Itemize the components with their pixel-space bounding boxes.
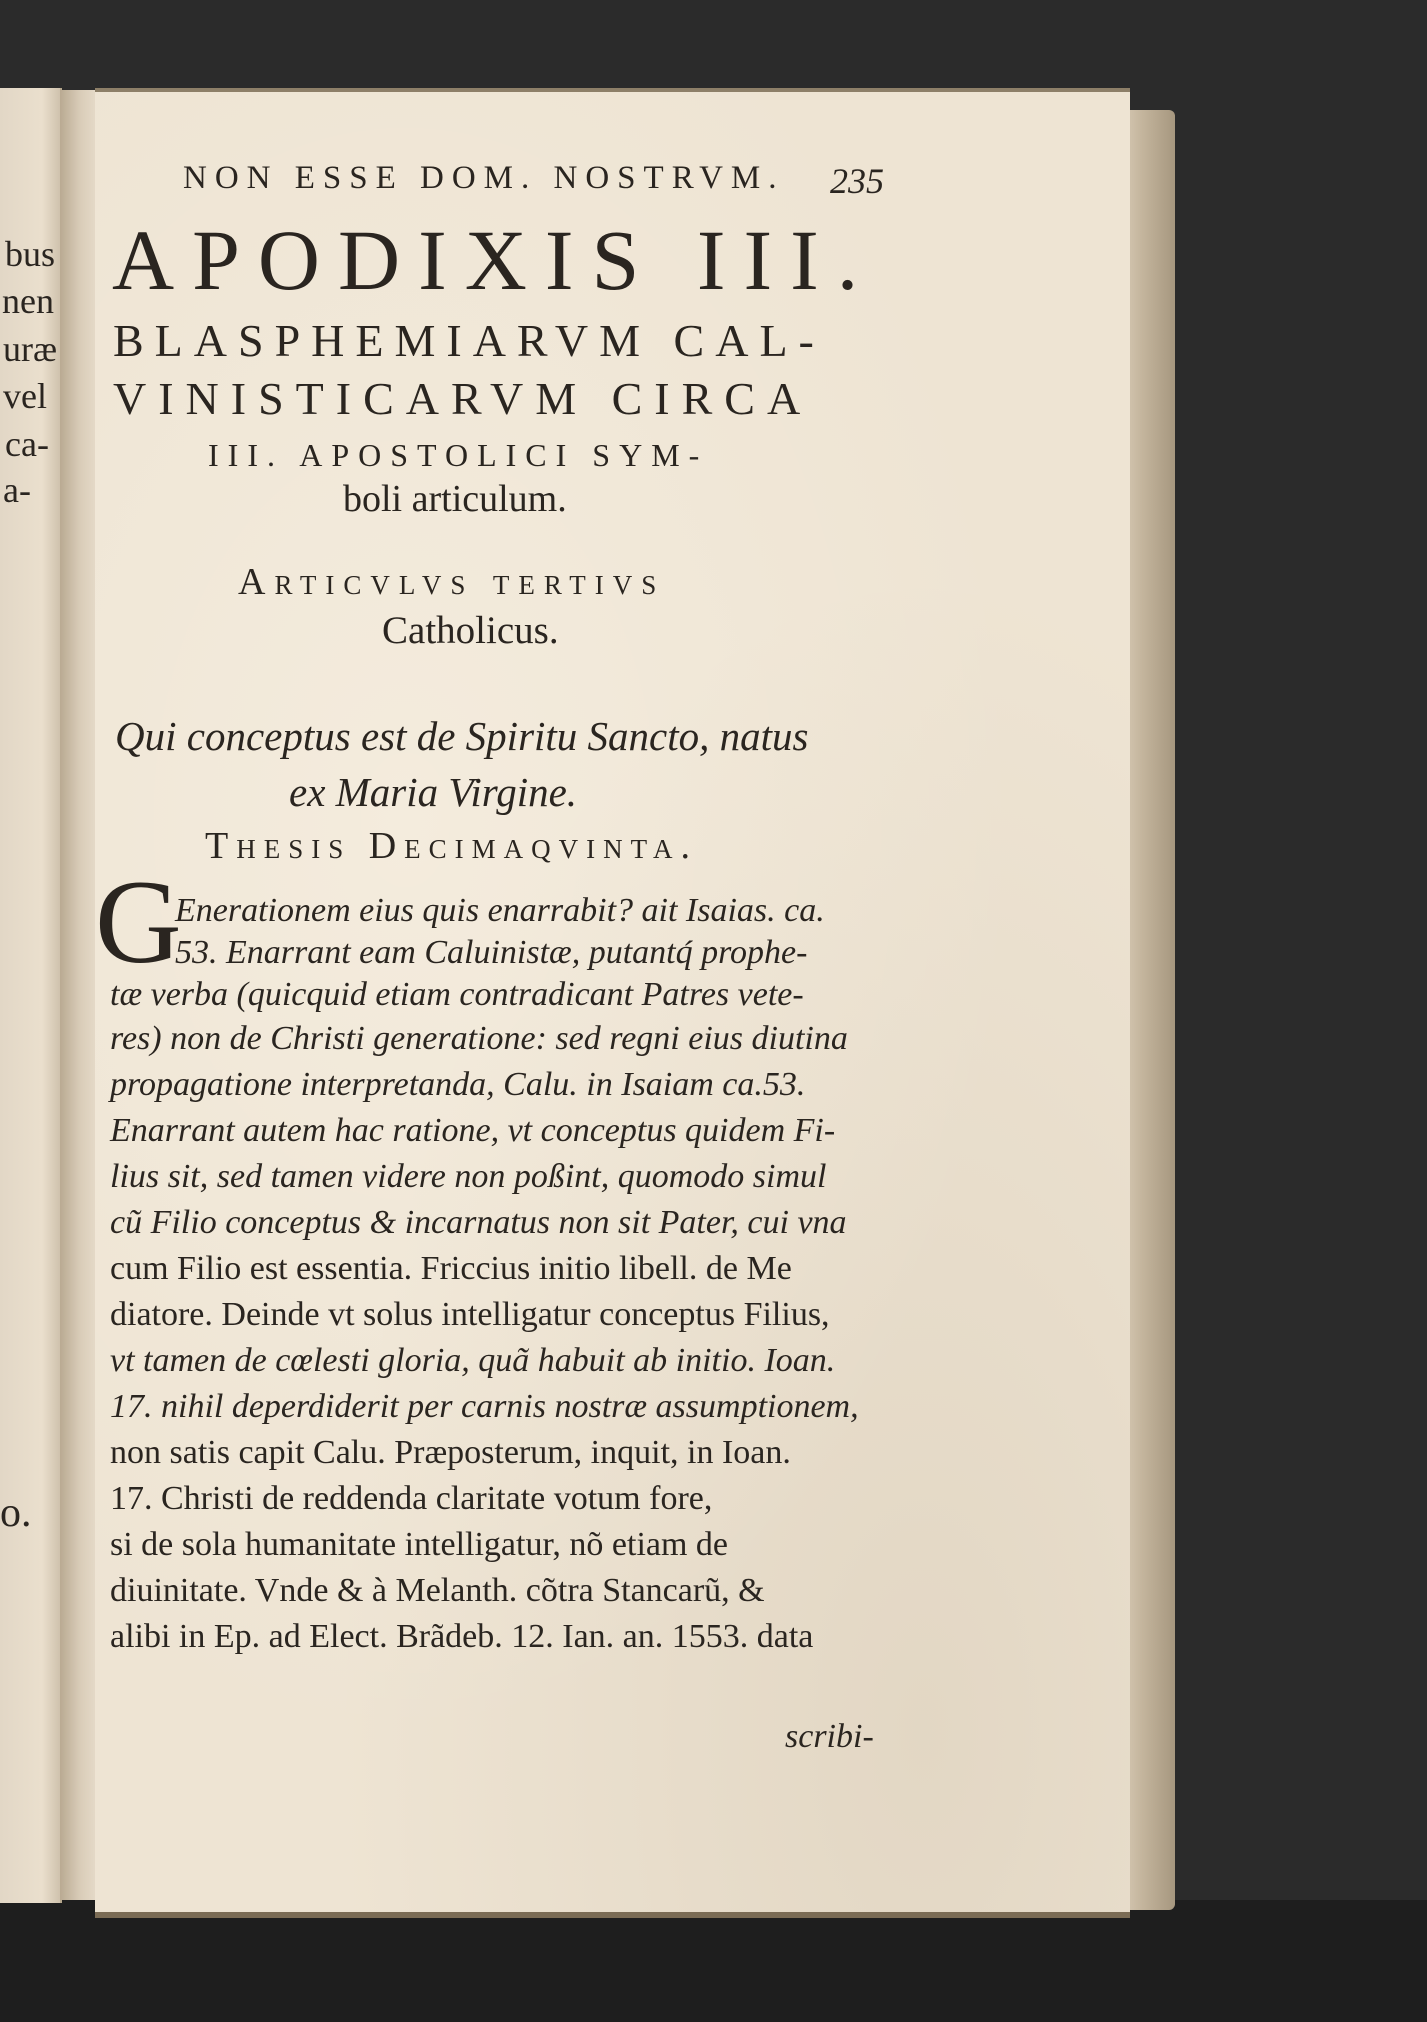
body-line: res) non de Christi generatione: sed regni eius diutina — [110, 1020, 848, 1057]
article-subheading: Catholicus. — [382, 609, 559, 652]
left-fragment: uræ — [3, 329, 57, 369]
creed-line: Qui conceptus est de Spiritu Sancto, natus — [115, 713, 809, 759]
thesis-heading: Thesis Decimaqvinta. — [205, 825, 698, 867]
page-number: 235 — [830, 161, 884, 201]
body-line: lius sit, sed tamen videre non poßint, quomodo simul — [110, 1158, 827, 1195]
body-line: 17. Christi de reddenda claritate votum fore, — [110, 1480, 713, 1517]
body-line: propagatione interpretanda, Calu. in Isaiam ca.53. — [110, 1066, 806, 1103]
running-head: NON ESSE DOM. NOSTRVM. — [183, 160, 785, 196]
left-fragment: bus — [5, 234, 56, 274]
subtitle-line: III. APOSTOLICI SYM- — [208, 437, 709, 473]
body-line: non satis capit Calu. Præposterum, inquit, in Ioan. — [110, 1434, 791, 1471]
body-line: Enarrant autem hac ratione, vt conceptus quidem Fi- — [110, 1112, 836, 1149]
body-line: si de sola humanitate intelligatur, nõ etiam de — [110, 1526, 729, 1563]
body-line: vt tamen de cœlesti gloria, quã habuit ab initio. Ioan. — [110, 1342, 836, 1379]
book-gutter — [60, 90, 100, 1900]
body-line: 53. Enarrant eam Caluinistæ, putantq́ prophe- — [175, 934, 808, 971]
subtitle-line: boli articulum. — [343, 478, 567, 520]
body-line: 17. nihil deperdiderit per carnis nostræ assumptionem, — [110, 1388, 859, 1425]
left-fragment: ca- — [5, 424, 49, 464]
subtitle-line: BLASPHEMIARVM CAL- — [113, 315, 825, 366]
left-fragment: nen — [2, 281, 54, 321]
body-line: Enerationem eius quis enarrabit? ait Isaias. ca. — [175, 892, 825, 929]
body-line: cum Filio est essentia. Friccius initio libell. de Me — [110, 1250, 792, 1287]
left-fragment: o. — [0, 1490, 32, 1536]
background-shadow — [0, 1900, 1427, 2022]
article-heading: Articvlvs tertivs — [238, 561, 666, 603]
body-line: diatore. Deinde vt solus intelligatur conceptus Filius, — [110, 1296, 830, 1333]
catchword: scribi- — [785, 1718, 874, 1755]
creed-line: ex Maria Virgine. — [289, 769, 578, 815]
drop-cap: G — [95, 855, 182, 988]
subtitle-line: VINISTICARVM CIRCA — [113, 373, 813, 424]
page-title: APODIXIS III. — [112, 212, 877, 308]
body-line: tæ verba (quicquid etiam contradicant Patres vete- — [110, 976, 804, 1013]
body-line: diuinitate. Vnde & à Melanth. cõtra Stancarũ, & — [110, 1572, 765, 1609]
left-fragment: vel — [3, 376, 47, 416]
book-page — [95, 88, 1130, 1918]
body-line: alibi in Ep. ad Elect. Brãdeb. 12. Ian. an. 1553. data — [110, 1618, 814, 1655]
left-page-edge — [0, 88, 62, 1903]
body-line: cũ Filio conceptus & incarnatus non sit Pater, cui vna — [110, 1204, 847, 1241]
left-fragment: a- — [3, 470, 31, 510]
